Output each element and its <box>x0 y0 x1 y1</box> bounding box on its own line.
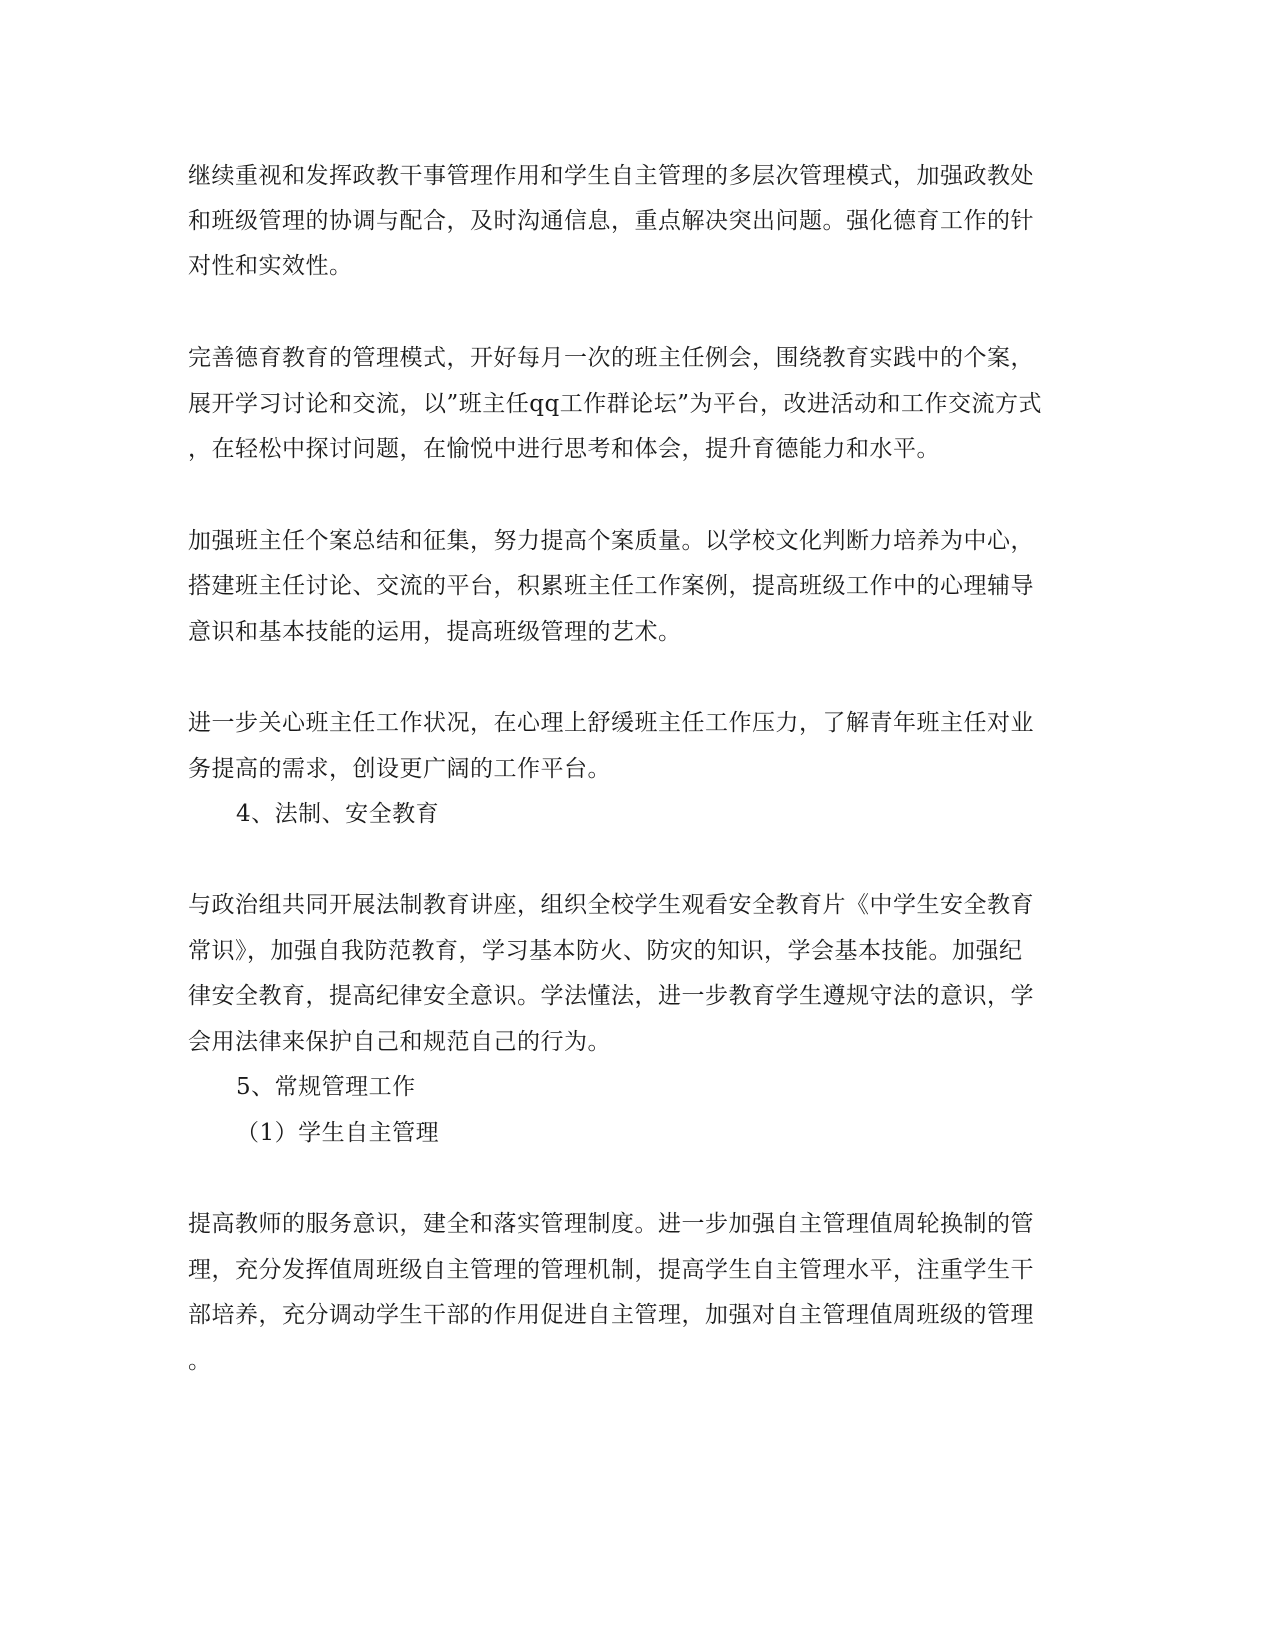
paragraph-line: 会用法律来保护自己和规范自己的行为。 <box>188 1029 611 1055</box>
paragraph-line: 常识》，加强自我防范教育，学习基本防火、防灾的知识，学会基本技能。加强纪 <box>188 938 1023 964</box>
paragraph-line: 部培养，充分调动学生干部的作用促进自主管理，加强对自主管理值周班级的管理 <box>188 1302 1034 1328</box>
paragraph-line: 提高教师的服务意识，建全和落实管理制度。进一步加强自主管理值周轮换制的管 <box>188 1211 1034 1237</box>
paragraph-line: 。 <box>188 1348 212 1374</box>
paragraph-line: 务提高的需求，创设更广阔的工作平台。 <box>188 756 611 782</box>
paragraph-line: 对性和实效性。 <box>188 253 353 279</box>
paragraph-line: 和班级管理的协调与配合，及时沟通信息，重点解决突出问题。强化德育工作的针 <box>188 208 1034 234</box>
paragraph-line: 展开学习讨论和交流，以”班主任qq工作群论坛”为平台，改进活动和工作交流方式 <box>188 391 1042 417</box>
paragraph-line: 继续重视和发挥政教干事管理作用和学生自主管理的多层次管理模式，加强政教处 <box>188 163 1034 189</box>
section-heading: 5、常规管理工作 <box>236 1074 416 1100</box>
paragraph-line: 完善德育教育的管理模式，开好每月一次的班主任例会，围绕教育实践中的个案， <box>188 345 1034 371</box>
paragraph-line: 加强班主任个案总结和征集，努力提高个案质量。以学校文化判断力培养为中心， <box>188 528 1034 554</box>
paragraph-line: 搭建班主任讨论、交流的平台，积累班主任工作案例，提高班级工作中的心理辅导 <box>188 573 1034 599</box>
paragraph-line: 律安全教育，提高纪律安全意识。学法懂法，进一步教育学生遵规守法的意识，学 <box>188 983 1034 1009</box>
paragraph-line: 进一步关心班主任工作状况，在心理上舒缓班主任工作压力，了解青年班主任对业 <box>188 710 1034 736</box>
subsection-heading: （1）学生自主管理 <box>236 1120 440 1146</box>
section-heading: 4、法制、安全教育 <box>236 801 440 827</box>
paragraph-line: ，在轻松中探讨问题，在愉悦中进行思考和体会，提升育德能力和水平。 <box>188 436 940 462</box>
paragraph-line: 与政治组共同开展法制教育讲座，组织全校学生观看安全教育片《中学生安全教育 <box>188 892 1034 918</box>
paragraph-line: 理，充分发挥值周班级自主管理的管理机制，提高学生自主管理水平，注重学生干 <box>188 1257 1034 1283</box>
paragraph-line: 意识和基本技能的运用，提高班级管理的艺术。 <box>188 619 682 645</box>
